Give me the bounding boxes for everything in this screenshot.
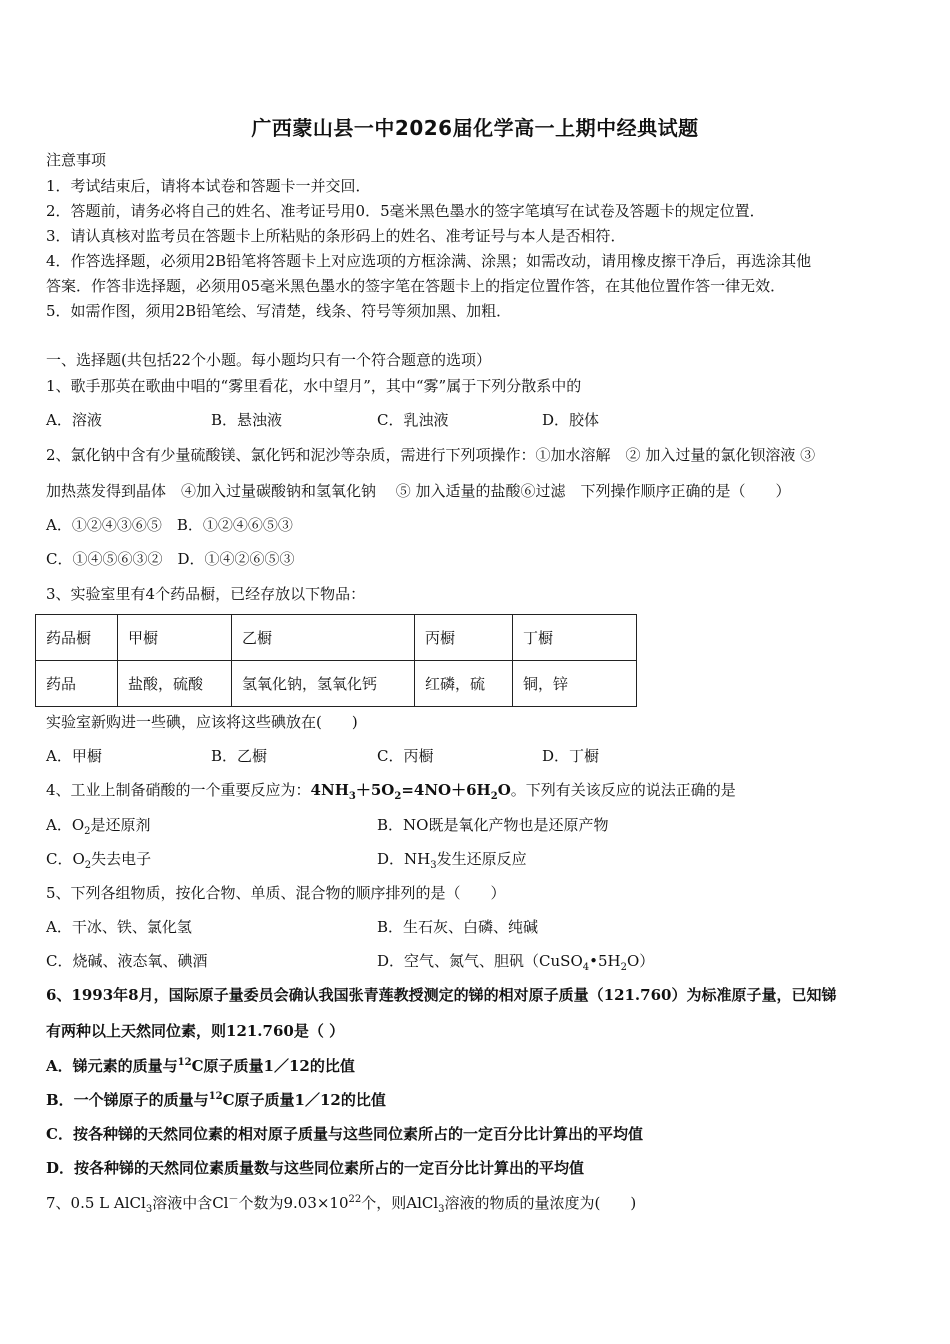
q3-option-a: A．甲橱 bbox=[46, 747, 102, 765]
table-cell: 氢氧化钠，氢氧化钙 bbox=[232, 661, 415, 707]
q4-option-b: B．NO既是氧化产物也是还原产物 bbox=[377, 816, 609, 834]
q3-option-b: B．乙橱 bbox=[211, 747, 268, 765]
q4-option-d bbox=[377, 849, 527, 869]
q5-option-b: B．生石灰、白磷、纯碱 bbox=[377, 918, 539, 936]
q5-option-a: A．干冰、铁、氯化氢 bbox=[46, 918, 192, 936]
eq-subscript: 2 bbox=[394, 791, 402, 802]
notice-item: 4．作答选择题，必须用2B铅笔将答题卡上对应选项的方框涂满、涂黑；如需改动，请用橡皮擦干净后，再选涂其他 bbox=[46, 252, 812, 270]
notice-item: 1．考试结束后，请将本试卷和答题卡一并交回． bbox=[46, 177, 371, 195]
subscript: 3 bbox=[145, 1204, 153, 1215]
q6-option-b bbox=[46, 1090, 386, 1110]
option-text: B．一个锑原子的质量与 bbox=[46, 1091, 209, 1109]
option-text: C原子质量1／12的比值 bbox=[222, 1091, 386, 1109]
subscript: 4 bbox=[582, 962, 590, 973]
q4-option-c bbox=[46, 849, 151, 869]
q4-stem-suffix: 。下列有关该反应的说法正确的是 bbox=[510, 781, 736, 799]
q3-option-c: C．丙橱 bbox=[377, 747, 434, 765]
superscript: － bbox=[228, 1194, 239, 1205]
subscript: 2 bbox=[620, 962, 627, 973]
table-cell: 药品橱 bbox=[36, 615, 118, 661]
option-text: O） bbox=[626, 952, 655, 970]
superscript: 22 bbox=[348, 1194, 362, 1205]
section-heading: 一、选择题(共包括22个小题。每小题均只有一个符合题意的选项） bbox=[46, 351, 491, 369]
q1-option-d: D．胶体 bbox=[542, 411, 600, 429]
option-text: A．锑元素的质量与 bbox=[46, 1057, 178, 1075]
q6-option-a bbox=[46, 1056, 355, 1076]
question-6-stem: 6、1993年8月，国际原子量委员会确认我国张青莲教授测定的锑的相对原子质量（121.760）为标准原子量，已知锑 bbox=[46, 986, 837, 1004]
table-cell: 丙橱 bbox=[415, 615, 513, 661]
table-row bbox=[36, 661, 637, 707]
option-text: •5H bbox=[589, 952, 621, 970]
eq-part: ＋5O bbox=[355, 781, 395, 799]
table-cell: 盐酸，硫酸 bbox=[118, 661, 232, 707]
table-cell: 丁橱 bbox=[513, 615, 637, 661]
notice-item: 5．如需作图，须用2B铅笔绘、写清楚，线条、符号等须加黑、加粗． bbox=[46, 302, 512, 320]
option-text: 是还原剂 bbox=[90, 816, 151, 834]
notice-item: 3．请认真核对监考员在答题卡上所粘贴的条形码上的姓名、准考证号与本人是否相符． bbox=[46, 227, 626, 245]
option-text: C．O bbox=[46, 850, 85, 868]
subscript: 2 bbox=[84, 826, 91, 837]
q5-option-d bbox=[377, 951, 654, 971]
table-cell: 红磷，硫 bbox=[415, 661, 513, 707]
eq-part: O bbox=[497, 781, 511, 799]
option-text: A．O bbox=[46, 816, 85, 834]
q6-option-c: C．按各种锑的天然同位素的相对原子质量与这些同位素所占的一定百分比计算出的平均值 bbox=[46, 1125, 643, 1143]
superscript: 12 bbox=[208, 1091, 223, 1102]
eq-part: =4NO＋6H bbox=[401, 781, 491, 799]
stem-text: 个，则AlCl bbox=[361, 1194, 439, 1212]
option-text: C原子质量1／12的比值 bbox=[191, 1057, 355, 1075]
q5-option-c: C．烧碱、液态氧、碘酒 bbox=[46, 952, 208, 970]
notice-item: 2．答题前，请务必将自己的姓名、准考证号用0．5毫米黑色墨水的签字笔填写在试卷及答题卡的规定位置． bbox=[46, 202, 765, 220]
eq-subscript: 3 bbox=[348, 791, 356, 802]
q4-stem-prefix: 4、工业上制备硝酸的一个重要反应为： bbox=[46, 781, 311, 799]
table-row bbox=[36, 615, 637, 661]
q6-option-d: D．按各种锑的天然同位素质量数与这些同位素所占的一定百分比计算出的平均值 bbox=[46, 1159, 585, 1177]
q4-equation bbox=[310, 781, 511, 802]
q1-option-c: C．乳浊液 bbox=[377, 411, 449, 429]
question-5-stem: 5、下列各组物质，按化合物、单质、混合物的顺序排列的是（ ） bbox=[46, 884, 506, 902]
subscript: 3 bbox=[430, 860, 437, 871]
stem-text: 个数为9.03×10 bbox=[238, 1194, 349, 1212]
option-text: D．NH bbox=[377, 850, 431, 868]
question-4-stem bbox=[46, 780, 736, 800]
subscript: 2 bbox=[84, 860, 92, 871]
q3-option-d: D．丁橱 bbox=[542, 747, 600, 765]
eq-subscript: 2 bbox=[490, 791, 498, 802]
question-2-stem-cont: 加热蒸发得到晶体 ④加入过量碳酸钠和氢氧化钠 ⑤ 加入适量的盐酸⑥过滤 下列操作顺序正确的是（ ） bbox=[46, 482, 791, 500]
question-3-stem: 3、实验室里有4个药品橱，已经存放以下物品： bbox=[46, 585, 366, 603]
option-text: 失去电子 bbox=[91, 850, 152, 868]
option-text: 发生还原反应 bbox=[436, 850, 527, 868]
notice-heading: 注意事项 bbox=[46, 151, 107, 169]
table-cell: 甲橱 bbox=[118, 615, 232, 661]
stem-text: 溶液中含Cl bbox=[152, 1194, 229, 1212]
table-cell: 乙橱 bbox=[232, 615, 415, 661]
subscript: 3 bbox=[438, 1204, 445, 1215]
question-1-stem: 1、歌手那英在歌曲中唱的“雾里看花，水中望月”，其中“雾”属于下列分散系中的 bbox=[46, 377, 582, 395]
superscript: 12 bbox=[177, 1057, 192, 1068]
q2-options-ab: A．①②④③⑥⑤ B．①②④⑥⑤③ bbox=[46, 516, 293, 534]
question-2-stem: 2、氯化钠中含有少量硫酸镁、氯化钙和泥沙等杂质，需进行下列项操作：①加水溶解 ② 加入过量的氯化钡溶液 ③ bbox=[46, 446, 816, 464]
table-cell: 药品 bbox=[36, 661, 118, 707]
q4-option-a bbox=[46, 815, 151, 835]
option-text: D．空气、氮气、胆矾（CuSO bbox=[377, 952, 583, 970]
stem-text: 溶液的物质的量浓度为( ) bbox=[444, 1194, 637, 1212]
table-cell: 铜，锌 bbox=[513, 661, 637, 707]
q1-option-a: A．溶液 bbox=[46, 411, 102, 429]
notice-item: 答案．作答非选择题，必须用05毫米黑色墨水的签字笔在答题卡上的指定位置作答，在其他位置作答一律无效． bbox=[46, 277, 786, 295]
stem-text: 7、0.5 L AlCl bbox=[46, 1194, 146, 1212]
cabinet-table bbox=[35, 614, 637, 707]
question-3-followup: 实验室新购进一些碘，应该将这些碘放在( ) bbox=[46, 713, 358, 731]
eq-part: 4NH bbox=[310, 781, 349, 799]
question-7-stem bbox=[46, 1193, 636, 1213]
page-title: 广西蒙山县一中2026届化学高一上期中经典试题 bbox=[251, 116, 699, 140]
q2-options-cd: C．①④⑤⑥③② D．①④②⑥⑤③ bbox=[46, 550, 295, 568]
q1-option-b: B．悬浊液 bbox=[211, 411, 283, 429]
question-6-stem-cont: 有两种以上天然同位素，则121.760是（ ） bbox=[46, 1022, 345, 1040]
